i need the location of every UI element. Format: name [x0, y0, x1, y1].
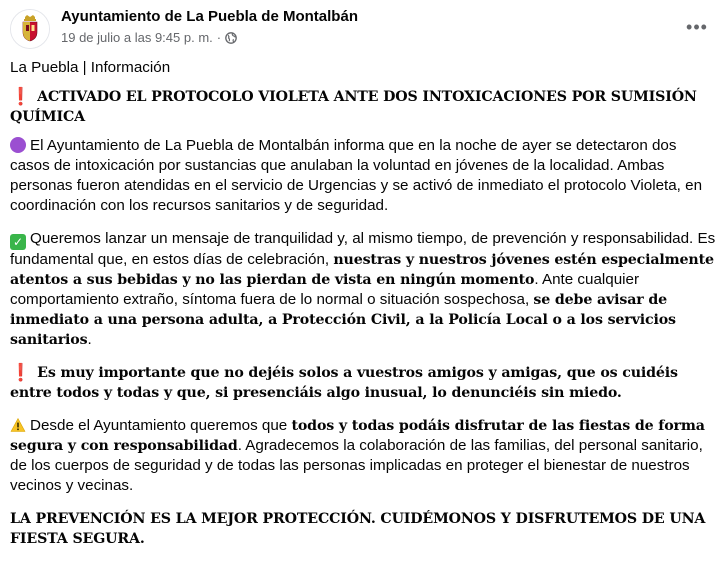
page-avatar[interactable]	[10, 9, 50, 49]
exclamation-icon: ❗	[10, 87, 32, 107]
advice-text-e: ,	[258, 312, 269, 328]
paragraph-report-text: El Ayuntamiento de La Puebla de Montalbán informa que en la noche de ayer se detectaron dos casos de intoxicación por sustancias que anulaban la voluntad en jóvenes de la localidad. Ambas personas fueron atendidas en el servicio de Urgencias y se activó de inmediato el protocolo Violeta, en coordinación con los recursos sanitarios y de seguridad.	[10, 137, 703, 214]
advice-text-a: Queremos lanzar un mensaje de tranquilidad y, al mismo tiempo, de prevención y responsabilidad. Es fundamental que, en estos días de celebración,	[10, 230, 716, 268]
globe-icon[interactable]	[225, 32, 237, 44]
advice-text-h: a la Policía Local o a los servicios sanitarios	[10, 312, 676, 348]
exclamation-icon-2: ❗	[10, 363, 32, 383]
paragraph-advice	[10, 229, 716, 350]
celebrate-text-b: todos y todas podáis disfrutar de las fiestas de forma segura y con responsabilidad	[10, 418, 705, 454]
advice-text-f: a Protección Civil	[268, 312, 406, 328]
advice-text-g: ,	[405, 312, 416, 328]
paragraph-report	[10, 136, 716, 216]
purple-circle-icon	[10, 137, 26, 153]
closing-statement	[10, 509, 716, 549]
celebrate-text-c: . Agradecemos la colaboración de las familias, del personal sanitario, de los cuerpos de seguridad y de todas las personas implicadas en proteger el bienestar de nuestros vecinos y vecinas.	[10, 437, 703, 494]
friends-text: Es muy importante que no dejéis solos a vuestros amigos y amigas, que os cuidéis entre todos y todas y que, si presenciáis algo inusual, lo denunciéis sin miedo.	[10, 365, 678, 401]
more-options-icon[interactable]: •••	[686, 16, 708, 37]
advice-text-d: se debe avisar de inmediato a una persona adulta	[10, 292, 668, 328]
headline-text: ACTIVADO EL PROTOCOLO VIOLETA ANTE DOS INTOXICACIONES POR SUMISIÓN QUÍMICA	[10, 89, 697, 125]
advice-text-b: nuestras y nuestros jóvenes estén especialmente atentos a sus bebidas y no las pierdan de vista en ningún momento	[10, 252, 714, 288]
headline	[10, 87, 716, 127]
celebrate-text-a: Desde el Ayuntamiento queremos que	[30, 417, 292, 434]
warning-icon	[10, 417, 26, 433]
advice-text-i: .	[87, 331, 92, 348]
post-meta	[61, 30, 237, 45]
check-mark-icon: ✓	[10, 234, 26, 250]
closing-text: LA PREVENCIÓN ES LA MEJOR PROTECCIÓN. CUIDÉMONOS Y DISFRUTEMOS DE UNA FIESTA SEGURA.	[10, 511, 706, 547]
meta-separator: ·	[216, 30, 222, 45]
page-name[interactable]: Ayuntamiento de La Puebla de Montalbán	[61, 8, 358, 25]
coat-of-arms-icon	[11, 10, 49, 48]
advice-text-c: . Ante cualquier comportamiento extraño, síntoma fuera de lo normal o situación sospechosa,	[10, 271, 640, 308]
paragraph-celebrate	[10, 416, 716, 496]
post-header	[10, 6, 714, 50]
post-timestamp[interactable]: 19 de julio a las 9:45 p. m.	[61, 30, 213, 45]
intro-text: La Puebla | Información	[10, 59, 171, 76]
post-content	[10, 58, 716, 562]
paragraph-friends	[10, 363, 716, 403]
